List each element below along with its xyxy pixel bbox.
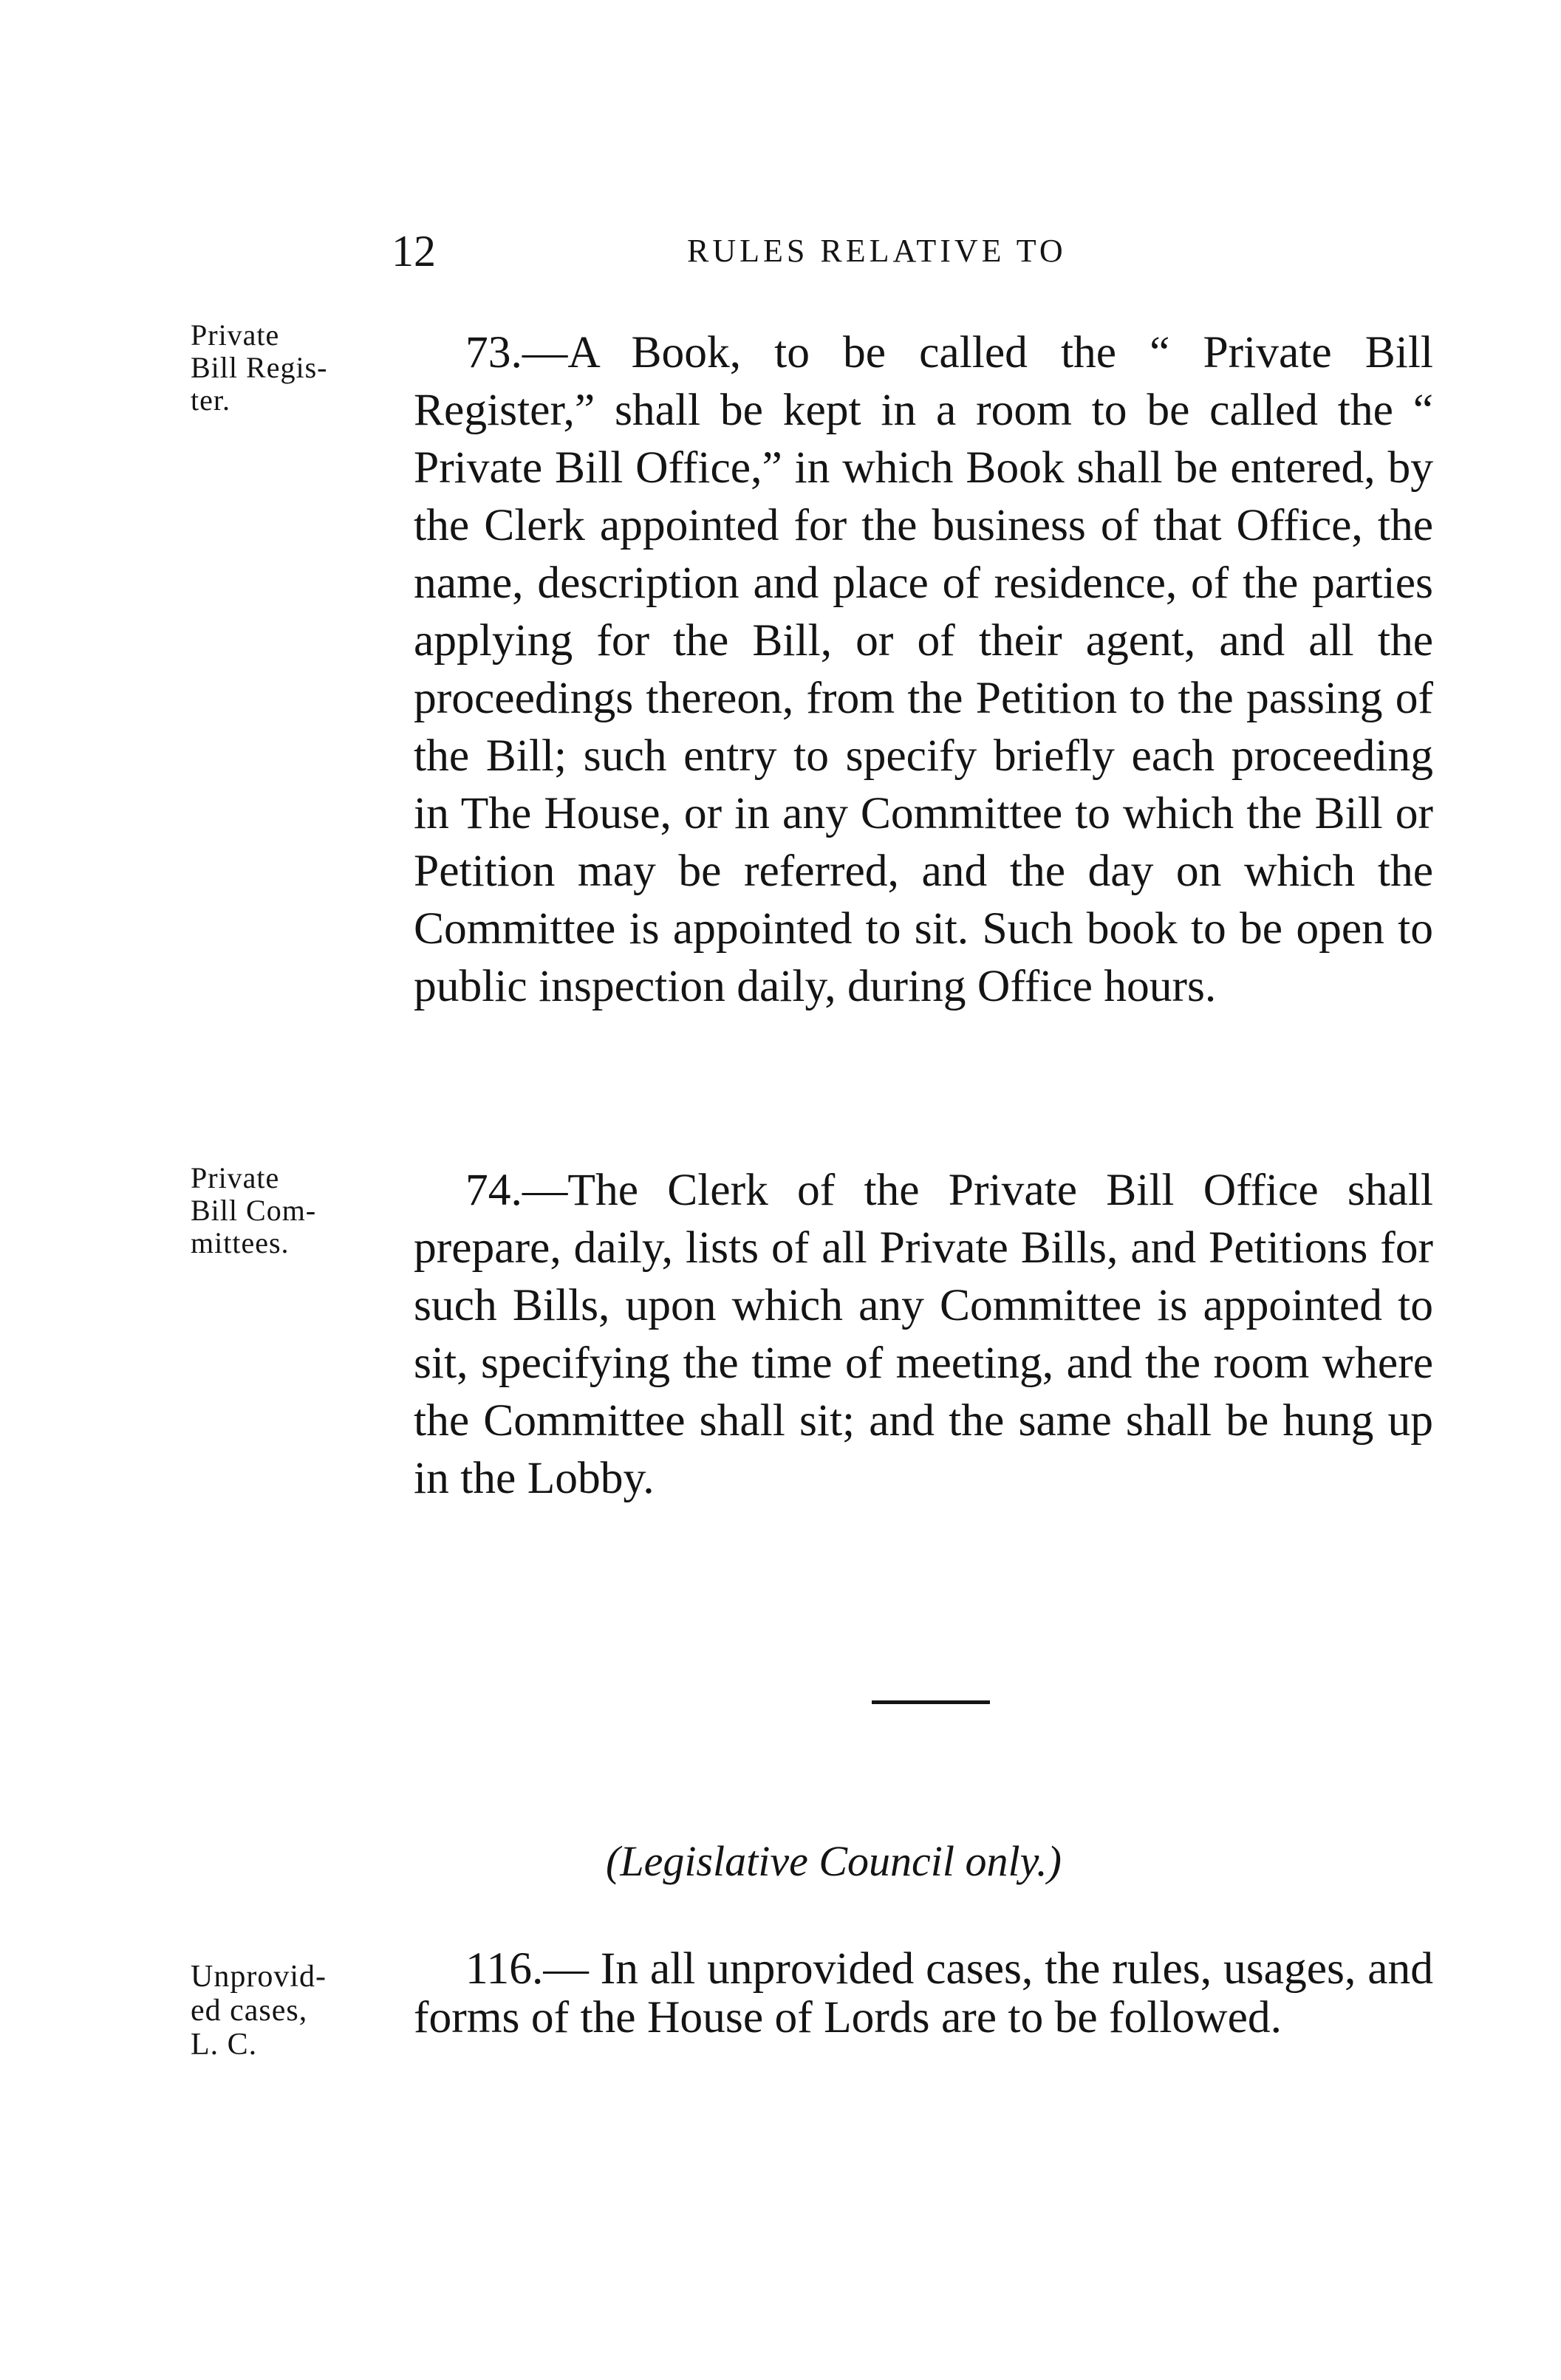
rule-74 [414, 1161, 1433, 1507]
side-note-unprovided-cases: Unprovid- ed cases, L. C. [191, 1960, 327, 2062]
side-note-private-bill-register: Private Bill Regis- ter. [191, 318, 328, 417]
rule-116 [414, 1944, 1433, 2042]
side-note-private-bill-committees: Private Bill Com- mittees. [191, 1161, 317, 1259]
rule-116-text: 116.— In all unprovided cases, the rules, usages, and forms of the House of Lords are to be followed. [414, 1943, 1433, 2042]
running-head-title: RULES RELATIVE TO [687, 233, 1067, 269]
rule-74-text: 74.—The Clerk of the Private Bill Office shall prepare, daily, lists of all Private Bills, and Petitions for such Bills, upon which any Committee is appointed to sit, specifying the time of meeting, and the room where the Committee shall sit; and the same shall be hung up in the Lobby. [414, 1165, 1433, 1503]
rule-73 [414, 324, 1433, 1015]
section-subheading: (Legislative Council only.) [606, 1837, 1062, 1885]
page-number: 12 [392, 227, 436, 276]
section-divider [872, 1700, 990, 1704]
running-head [392, 222, 1426, 281]
rule-73-text: 73.—A Book, to be called the “ Private Bill Register,” shall be kept in a room to be called the “ Private Bill Office,” in which Book shall be entered, by the Clerk appointed for the business of that Office, the name, description and place of residence, of the parties applying for the Bill, or of their agent, and all the proceedings thereon, from the Petition to the passing of the Bill; such entry to specify briefly each proceeding in The House, or in any Committee to which the Bill or Petition may be referred, and the day on which the Committee is appointed to sit. Such book to be open to public inspection daily, during Office hours. [414, 327, 1433, 1011]
